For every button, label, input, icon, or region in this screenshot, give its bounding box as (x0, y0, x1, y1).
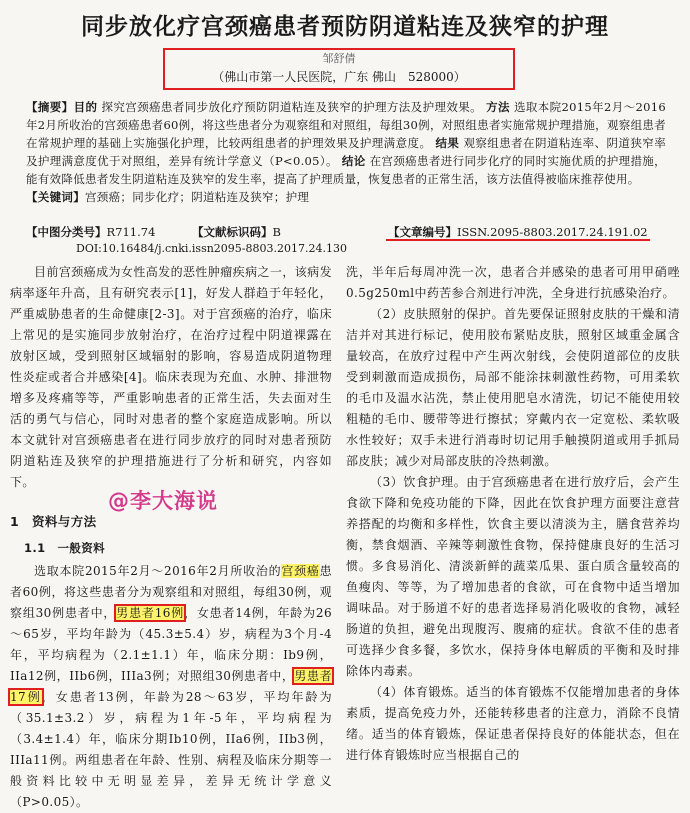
section-heading-materials: 1 资料与方法 (10, 514, 97, 529)
left-column (10, 262, 332, 813)
highlight-male-patients-17: 男患者17例 (10, 669, 333, 704)
general-info-text-a: 选取本院2015年2月～2016年2月所收治的 (34, 564, 282, 578)
abstract-method: 选取本院2015年2月～2016年2月所收治的宫颈癌患者60例，将这些患者分为观察组和对照组，每组30例，对照组患者实施常规护理措施，观察组患者在常规护理的基础上实施强化护理，比较两组患者的护理效果及护理满意度。 (26, 100, 666, 150)
abstract (26, 98, 666, 206)
abstract-result: 观察组患者在阴道粘连率、阴道狭窄率及护理满意度优于对照组，差异有统计学意义（P<0.05）。 (26, 136, 667, 168)
author-affiliation: （佛山市第一人民医院，广东 佛山 528000） (212, 70, 466, 84)
abstract-conclusion-label: 结论 (341, 154, 366, 168)
paper-title: 同步放化疗宫颈癌患者预防阴道粘连及狭窄的护理 (81, 13, 609, 40)
author-affiliation-box (163, 48, 515, 90)
article-number-box (386, 225, 650, 241)
general-info-text-d: ，女患者13例，年龄为28～63岁，平均年龄为（35.1±3.2）岁，病程为1年-5年，平均病程为（3.4±1.4）年，临床分期Ib10例，IIa6例，IIb3例，IIIa11例。两组患者在年龄、性别、病程及临床分期等一般资料比较中无明显差异，差异无统计学意义（P>0.05）。 (10, 690, 332, 809)
exercise-paragraph: （4）体育锻炼。适当的体育锻炼不仅能增加患者的身体素质，提高免疫力外，还能转移患者的注意力，消除不良情绪。适当的体育锻炼，保证患者保持良好的体能状态，但在进行体育锻炼时应当根据自己的 (346, 685, 680, 762)
skin-care-paragraph: （2）皮肤照射的保护。首先要保证照射皮肤的干燥和清洁并对其进行标记，使用胶布紧贴皮肤，照射区域重金属含量较高，在放疗过程中产生两次射线，会使阴道部位的皮肤受到刺激而造成损伤，局部不能涂抹刺激性药物，可用柔软的毛巾及温水沾洗，禁止使用肥皂水清洗，切记不能使用较粗糙的毛巾、腰带等进行擦拭；穿戴内衣一定宽松、柔软吸水性较好；双手未进行消毒时切记用手触摸阴道或用手抓局部皮肤；减少对局部皮肤的冷热刺激。 (346, 307, 680, 468)
general-info-text-b: 患者60例，将这些患者分为观察组和对照组，每组30例，观察组30例患者中， (10, 564, 332, 620)
general-info-paragraph (10, 561, 332, 813)
doc-code-value: B (272, 225, 281, 239)
keywords-text: 宫颈癌；同步化疗；阴道粘连及狭窄；护理 (85, 190, 310, 204)
clc-line (26, 223, 155, 241)
general-info-text-c: ，女患者14例，年龄为26～65岁，平均年龄为（45.3±5.4）岁，病程为3个月-4年，平均病程为（2.1±1.1）年，临床分期：Ib9例，IIa12例，IIb6例，IIIa3例；对照组30例患者中， (10, 606, 332, 683)
doi-line: DOI:10.16484/j.cnki.issn2095-8803.2017.24.130 (76, 242, 347, 255)
doc-code-label: 【文献标识码】 (192, 225, 273, 239)
abstract-label: 【摘要】目的 (26, 100, 98, 114)
right-column (346, 262, 680, 766)
diet-care-paragraph: （3）饮食护理。由于宫颈癌患者在进行放疗后，会产生食欲下降和免疫功能的下降，因此在饮食护理方面要注意营养搭配的均衡和多样性，饮食主要以清淡为主，膳食营养均衡，禁食烟酒、辛辣等刺激性食物，保持健康良好的生活习惯。多食易消化、清淡新鲜的蔬菜瓜果、蛋白质含量较高的鱼瘦肉、等等，为了增加患者的食欲，可在食物中适当增加调味品。对于肠道不好的患者选择易消化吸收的食物，减轻肠道的负担，避免出现腹泻、腹痛的症状。食欲不佳的患者可选择少食多餐，多饮水，保持身体电解质的平衡和及时排除体内毒素。 (346, 475, 680, 678)
subsection-heading-general: 1.1 一般资料 (24, 541, 106, 555)
article-number-label: 【文章编号】 (388, 225, 457, 239)
doc-code-line (192, 223, 281, 241)
highlight-cervical-cancer: 宫颈癌 (281, 564, 320, 578)
keywords-label: 【关键词】 (26, 190, 85, 204)
article-number-line (386, 223, 650, 241)
clc-value: R711.74 (106, 225, 156, 239)
intro-paragraph: 目前宫颈癌成为女性高发的恶性肿瘤疾病之一，该病发病率逐年升高，且有研究表示[1]，好发人群趋于年轻化，严重威胁患者的生命健康[2-3]。对于宫颈癌的治疗，临床上常见的是实施同步放射治疗，在治疗过程中阴道裸露在放射区域，受到照射区域辐射的影响，容易造成阴道物理性炎症或者合并感染[4]。临床表现为充血、水肿、排泄物增多及疼痛等等，严重影响患者的正常生活，失去面对生活的勇气与信心，同时对患者的整个家庭造成影响。所以本文就针对宫颈癌患者在进行同步放疗的同时对患者预防阴道粘连及狭窄的护理措施进行了分析和研究，内容如下。 (10, 265, 332, 489)
abstract-result-label: 结果 (435, 136, 460, 150)
rinse-paragraph: 洗，半年后每周冲洗一次，患者合并感染的患者可用甲硝唑0.5g250ml中药苦参合剂进行冲洗，全身进行抗感染治疗。 (346, 265, 680, 300)
article-number-value: ISSN.2095-8803.2017.24.191.02 (457, 225, 648, 239)
watermark-text: @李大海说 (108, 489, 218, 513)
highlight-male-patients-16: 男患者16例 (116, 606, 185, 620)
author-name: 邹舒倩 (322, 52, 356, 65)
abstract-conclusion: 在宫颈癌患者进行同步化疗的同时实施优质的护理措施，能有效降低患者发生阴道粘连及狭窄的发生率，提高了护理质量，恢复患者的正常生活，该方法值得被临床推荐使用。 (26, 154, 666, 186)
abstract-purpose: 探究宫颈癌患者同步放化疗预防阴道粘连及狭窄的护理方法及护理效果。 (101, 100, 483, 114)
abstract-method-label: 方法 (486, 100, 510, 114)
clc-label: 【中图分类号】 (26, 225, 107, 239)
